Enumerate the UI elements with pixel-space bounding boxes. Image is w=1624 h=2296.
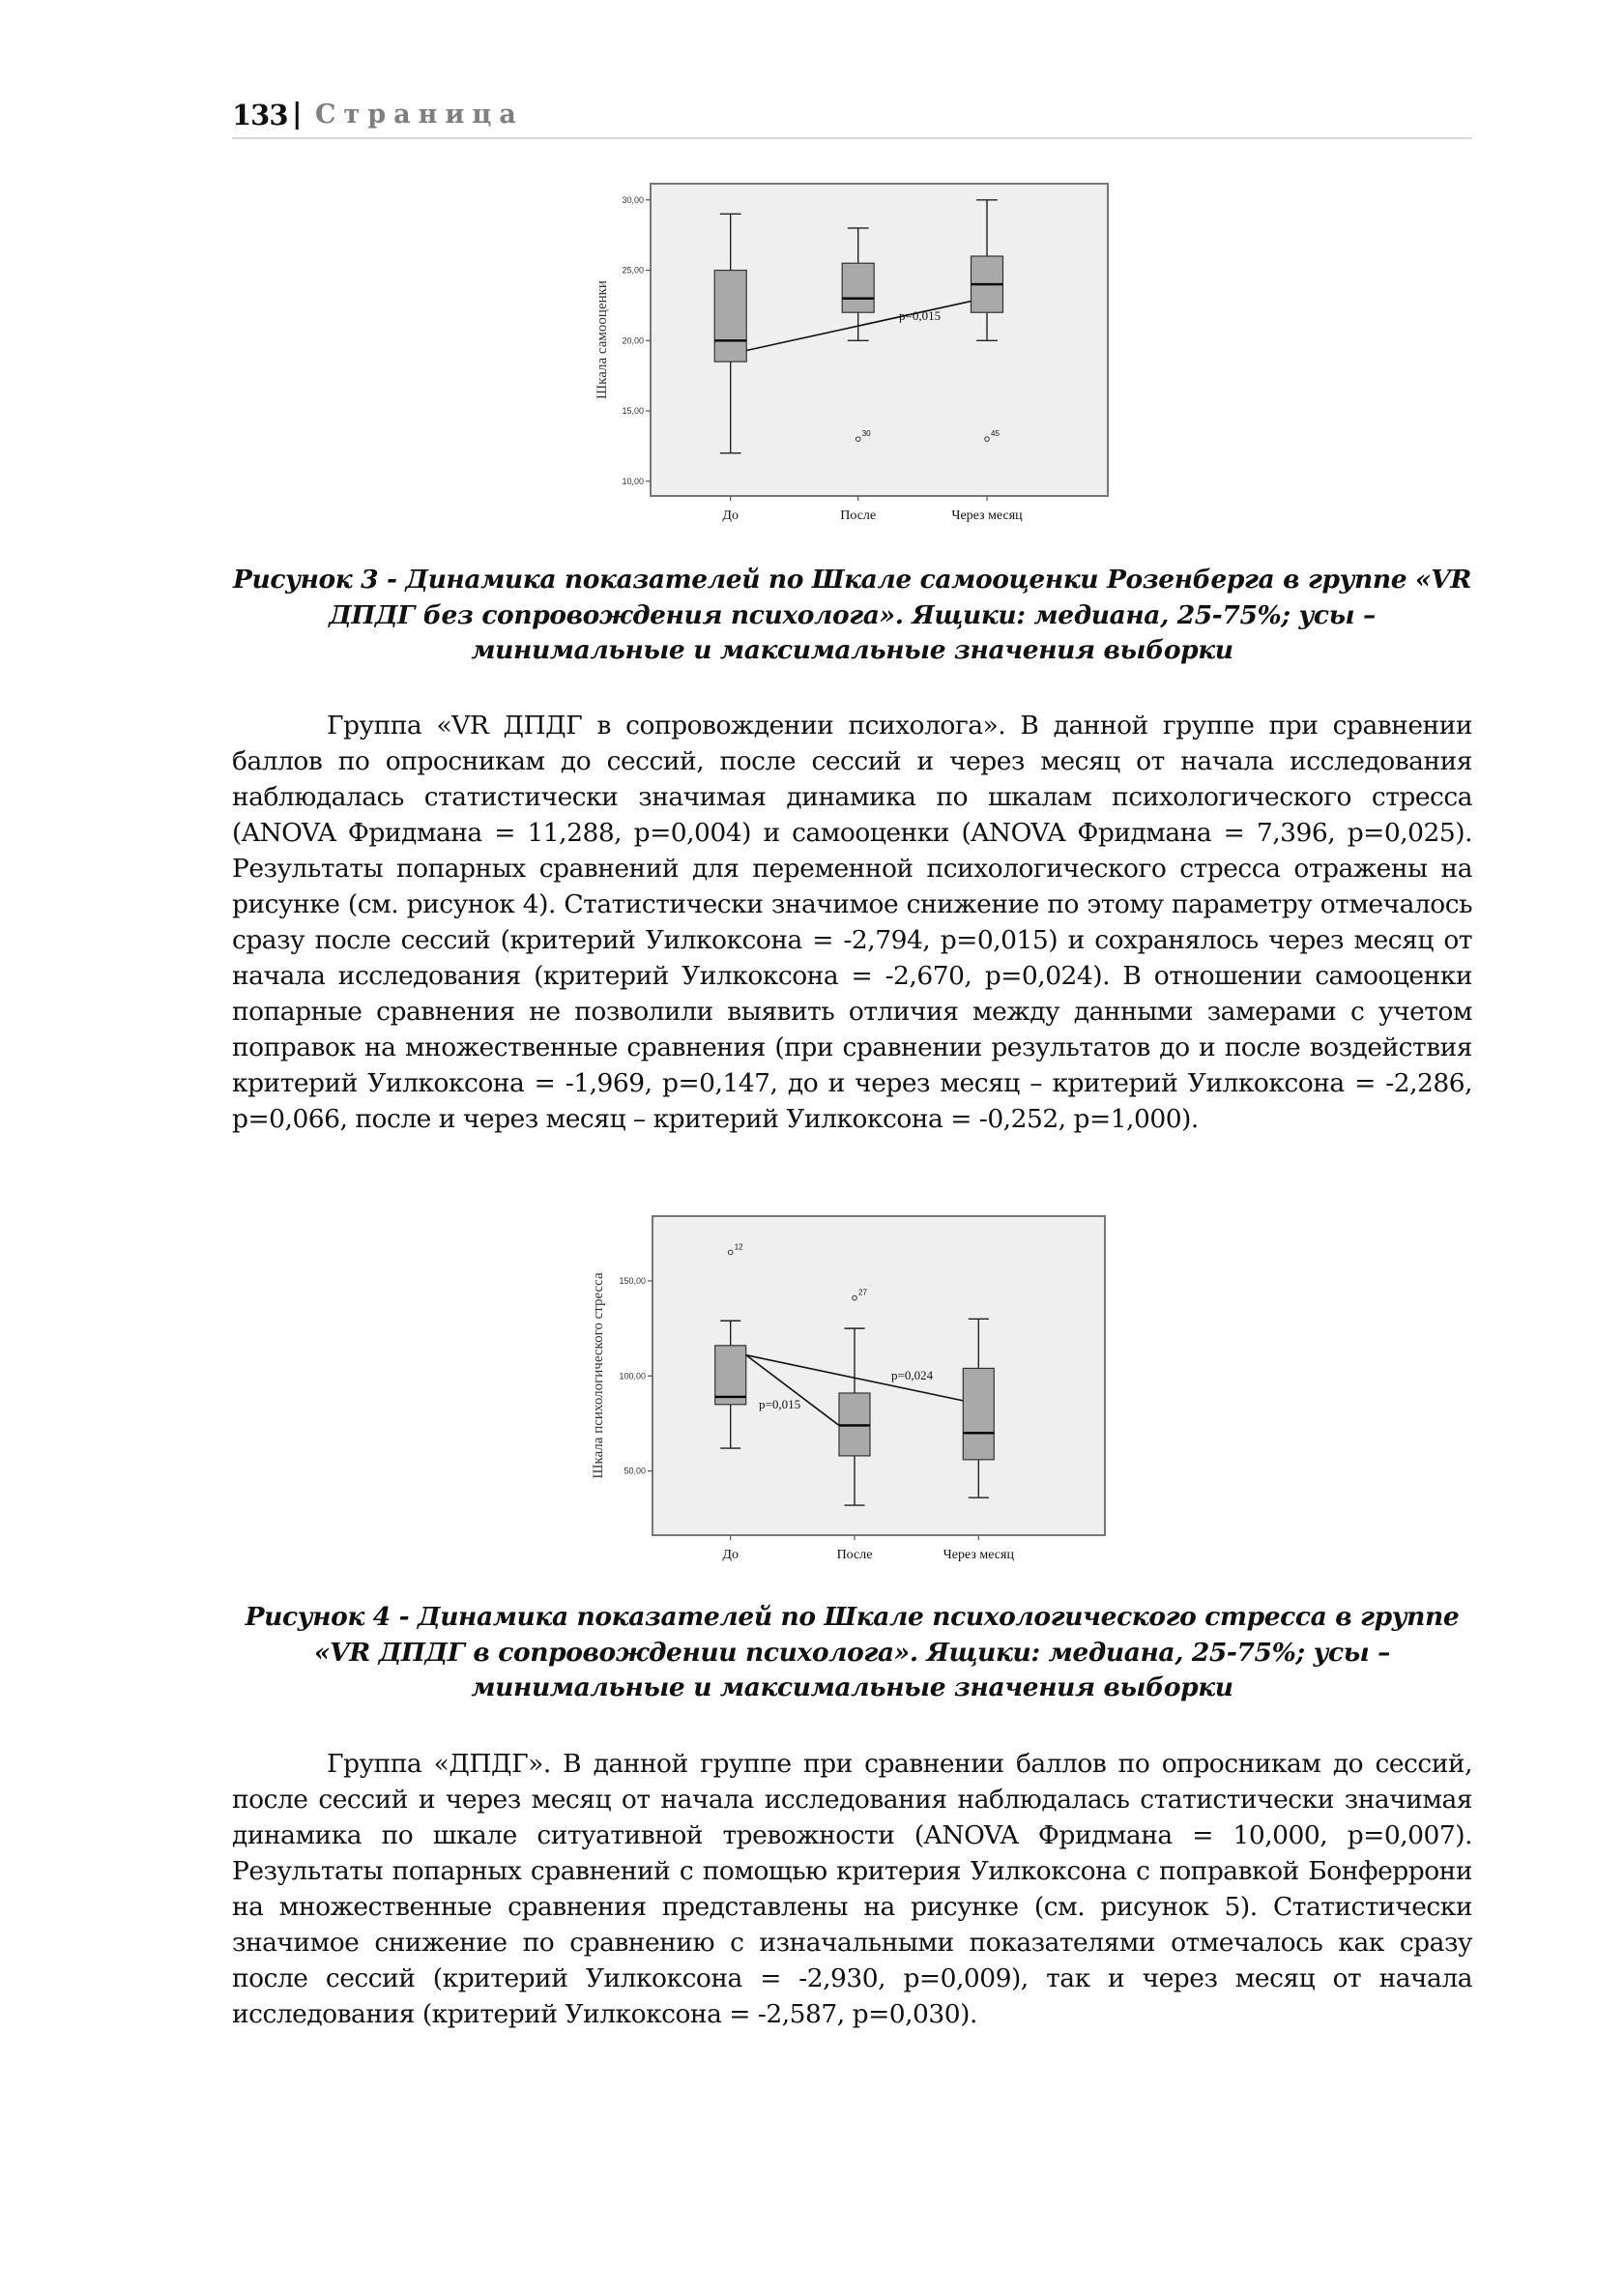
paragraph-vr-with-psychologist — [232, 708, 1472, 1137]
p-value-label: p=0,015 — [899, 308, 942, 323]
figure-4-caption — [232, 1600, 1472, 1706]
figure-4-chart — [561, 1199, 1121, 1566]
y-tick-label: 50,00 — [624, 1466, 646, 1476]
caption-line: минимальные и максимальные значения выборки — [471, 635, 1233, 665]
y-axis-label: Шкала психологического стресса — [591, 1272, 606, 1479]
header-separator: | — [292, 97, 303, 130]
outlier-label: 27 — [858, 1288, 867, 1297]
x-category-label: Через месяц — [951, 509, 1023, 523]
y-axis-label: Шкала самооценки — [594, 280, 610, 399]
y-tick-label: 150,00 — [619, 1275, 646, 1286]
p-value-label: p=0,024 — [891, 1368, 934, 1382]
x-category-label: После — [840, 509, 877, 523]
paragraph-emdr-group — [232, 1746, 1472, 2032]
y-tick-label: 25,00 — [622, 265, 644, 276]
caption-line: Рисунок 3 - Динамика показателей по Шкале самооценки Розенберга в группе «VR — [232, 565, 1471, 595]
caption-line: «VR ДПДГ в сопровождении психолога». Ящики: медиана, 25-75%; усы – — [313, 1637, 1391, 1668]
figure-4-boxplot — [561, 1199, 1121, 1566]
x-category-label: Через месяц — [942, 1548, 1014, 1562]
outlier-label: 12 — [734, 1242, 743, 1252]
figure-3-caption — [232, 563, 1472, 669]
paragraph-text: Группа «VR ДПДГ в сопровождении психолога». В данной группе при сравнении баллов по опросникам до сессий, после сессий и через месяц от начала исследования наблюдалась статистически значимая динамика по шкалам психологического стресса (ANOVA Фридмана = 11,288, p=0,004) и самооценки (ANOVA Фридмана = 7,396, p=0,025). Результаты попарных сравнений для переменной психологического стресса отражены на рисунке (см. рисунок 4). Статистически значимое снижение по этому параметру отмечалось сразу после сессий (критерий Уилкоксона = -2,794, p=0,015) и сохранялось через месяц от начала исследования (критерий Уилкоксона = -2,670, p=0,024). В отношении самооценки попарные сравнения не позволили выявить отличия между данными замерами с учетом поправок на множественные сравнения (при сравнении результатов до и после воздействия критерий Уилкоксона = -1,969, p=0,147, до и через месяц – критерий Уилкоксона = -2,286, p=0,066, после и через месяц – критерий Уилкоксона = -0,252, p=1,000). — [232, 711, 1472, 1134]
paragraph-text: Группа «ДПДГ». В данной группе при сравнении баллов по опросникам до сессий, после сессий и через месяц от начала исследования наблюдалась статистически значимая динамика по шкале ситуативной тревожности (ANOVA Фридмана = 10,000, p=0,007). Результаты попарных сравнений с помощью критерия Уилкоксона с поправкой Бонферрони на множественные сравнения представлены на рисунке (см. рисунок 5). Статистически значимое снижение по сравнению с изначальными показателями отмечалось как сразу после сессий (критерий Уилкоксона = -2,930, p=0,009), так и через месяц от начала исследования (критерий Уилкоксона = -2,587, p=0,030). — [232, 1749, 1472, 2029]
y-tick-label: 10,00 — [622, 476, 644, 486]
p-value-label: p=0,015 — [759, 1397, 801, 1411]
x-category-label: После — [836, 1548, 873, 1562]
outlier-label: 45 — [991, 429, 1000, 439]
y-tick-label: 100,00 — [619, 1371, 646, 1381]
figure-3-chart — [561, 164, 1121, 532]
figure-3-boxplot — [561, 164, 1121, 532]
page-number: 133 — [232, 99, 288, 131]
caption-line: минимальные и максимальные значения выборки — [471, 1672, 1233, 1702]
x-category-label: До — [722, 1548, 739, 1562]
page-word: Страница — [315, 100, 524, 130]
caption-line: ДПДГ без сопровождения психолога». Ящики: медиана, 25-75%; усы – — [329, 599, 1376, 630]
x-category-label: До — [722, 509, 739, 523]
outlier-label: 30 — [861, 429, 871, 439]
y-tick-label: 20,00 — [622, 335, 644, 346]
y-tick-label: 15,00 — [622, 406, 644, 417]
caption-line: Рисунок 4 - Динамика показателей по Шкале психологического стресса в группе — [245, 1602, 1460, 1632]
page-header — [232, 95, 1472, 139]
y-tick-label: 30,00 — [622, 194, 644, 205]
